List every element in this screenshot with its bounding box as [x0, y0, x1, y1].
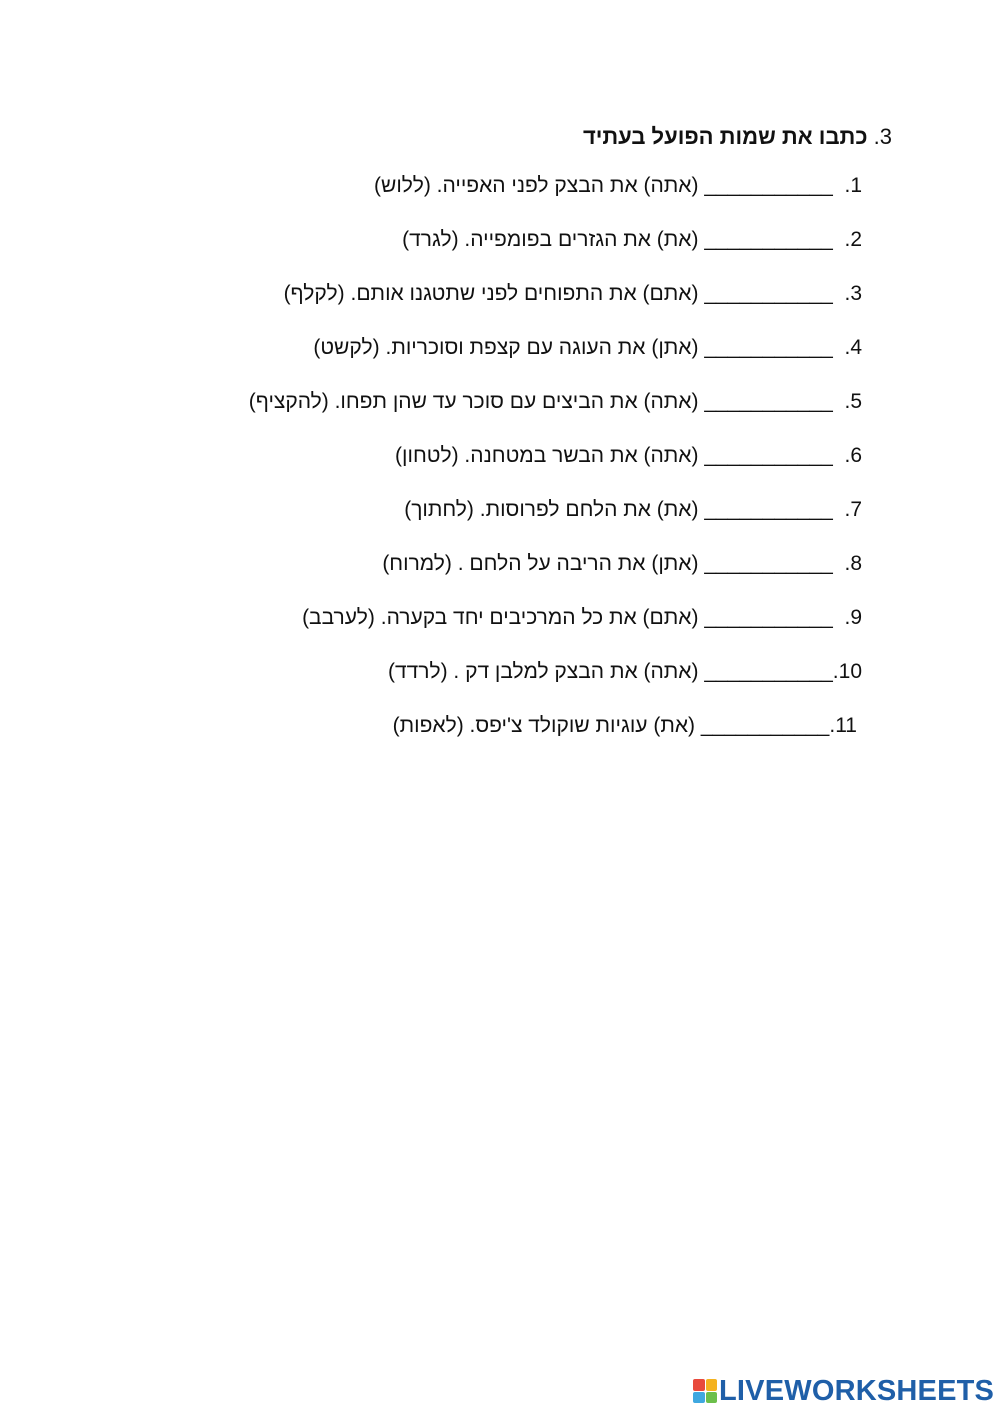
answer-blank[interactable]: ___________	[704, 660, 833, 683]
list-item	[249, 390, 862, 414]
item-text: (אתה) את הבצק לפני האפייה. (ללוש)	[374, 174, 699, 197]
logo-square	[706, 1379, 718, 1391]
logo-square	[693, 1379, 705, 1391]
answer-blank[interactable]: ___________	[700, 714, 830, 737]
answer-blank[interactable]: ___________	[704, 228, 833, 251]
item-number: 10.	[832, 660, 862, 683]
exercise-title	[583, 124, 892, 150]
item-text: (אתם) את כל המרכיבים יחד בקערה. (לערבב)	[302, 606, 699, 629]
list-item	[313, 336, 862, 360]
list-item	[395, 444, 862, 468]
item-number: 6.	[844, 444, 862, 467]
item-text: (אתה) את הביצים עם סוכר עד שהן תפחו. (להקציף)	[248, 390, 699, 413]
list-item	[284, 282, 862, 306]
item-number: 8.	[844, 552, 862, 575]
item-number: 2.	[844, 228, 862, 251]
item-text: (אתן) את הריבה על הלחם . (למרוח)	[382, 552, 699, 575]
item-number: 5.	[844, 390, 862, 413]
logo-square	[693, 1392, 705, 1404]
answer-blank[interactable]: ___________	[704, 552, 833, 575]
item-number: 3.	[844, 282, 862, 305]
item-text: (אתה) את הבצק למלבן דק . (לרדד)	[387, 660, 699, 683]
footer-brand	[693, 1376, 994, 1406]
item-text: (את) את הלחם לפרוסות. (לחתוך)	[404, 498, 699, 521]
exercise-number: 3.	[873, 124, 892, 149]
list-item	[374, 174, 862, 198]
list-item	[404, 498, 862, 522]
list-item	[393, 714, 857, 738]
answer-blank[interactable]: ___________	[704, 174, 833, 197]
item-number: 1.	[844, 174, 862, 197]
item-text: (אתה) את הבשר במטחנה. (לטחון)	[395, 444, 699, 467]
item-number: 7.	[844, 498, 862, 521]
item-text: (את) עוגיות שוקולד צ'יפס. (לאפות)	[392, 714, 696, 737]
answer-blank[interactable]: ___________	[704, 336, 833, 359]
logo-square	[706, 1392, 718, 1404]
answer-blank[interactable]: ___________	[704, 606, 833, 629]
brand-name: LIVEWORKSHEETS	[719, 1374, 995, 1407]
answer-blank[interactable]: ___________	[704, 498, 833, 521]
item-number: 9.	[844, 606, 862, 629]
answer-blank[interactable]: ___________	[704, 444, 833, 467]
liveworksheets-logo-icon	[693, 1379, 717, 1403]
exercise-instructions: כתבו את שמות הפועל בעתיד	[582, 124, 868, 149]
answer-blank[interactable]: ___________	[704, 390, 833, 413]
item-text: (את) את הגזרים בפומפייה. (לגרד)	[402, 228, 699, 251]
answer-blank[interactable]: ___________	[704, 282, 833, 305]
list-item	[302, 606, 862, 630]
item-text: (אתם) את התפוחים לפני שתטגנו אותם. (לקלף)	[283, 282, 699, 305]
item-text: (אתן) את העוגה עם קצפת וסוכריות. (לקשט)	[313, 336, 699, 359]
list-item	[402, 228, 862, 252]
list-item	[388, 660, 862, 684]
item-number: 11.	[829, 714, 857, 737]
list-item	[382, 552, 862, 576]
item-number: 4.	[844, 336, 862, 359]
